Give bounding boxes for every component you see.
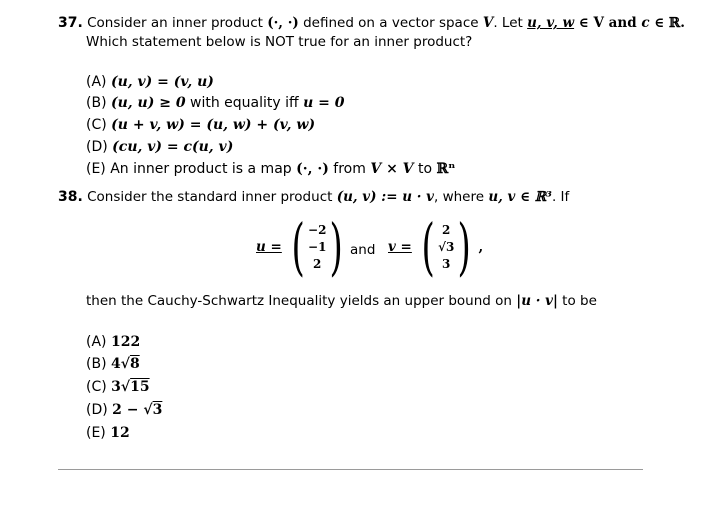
v-vector <box>438 222 454 273</box>
q37-math-inR: ∈ ℝ. <box>649 15 685 31</box>
q37-option-b-text: with equality iff <box>185 95 304 111</box>
q38-text-5: to be <box>557 293 597 309</box>
v-vector-display <box>388 210 484 283</box>
v-entry-1: 2 <box>442 222 451 237</box>
q37-option-e-math-2: V × V <box>370 161 414 177</box>
q37-option-e-text-3: to <box>413 161 437 177</box>
and-text: and <box>350 242 376 258</box>
q37-math-V: V <box>482 15 494 31</box>
q38-option-d-radicand: 3 <box>152 402 163 418</box>
q38-option-a-text: 122 <box>110 334 141 350</box>
q38-option-e-text: 12 <box>110 425 130 441</box>
q37-line1 <box>58 14 685 32</box>
q37-option-d <box>86 138 233 156</box>
q38-text: Consider the standard inner product <box>87 189 337 205</box>
q37-math-inV: ∈ V and <box>574 15 642 31</box>
u-entry-3: 2 <box>313 256 322 271</box>
q38-line1 <box>58 188 569 206</box>
q37-math-c: c <box>641 15 650 31</box>
q37-option-e-math-3: ℝⁿ <box>436 161 456 177</box>
q37-option-c <box>86 116 315 134</box>
q37-text-3: . Let <box>493 15 528 31</box>
q38-option-e <box>86 424 130 442</box>
left-paren: ( <box>421 210 435 283</box>
v-entry-3: 3 <box>442 256 451 271</box>
left-paren: ( <box>291 210 305 283</box>
q38-option-a <box>86 333 140 351</box>
q38-option-b-radicand: 8 <box>129 356 140 372</box>
q38-number: 38. <box>58 189 83 205</box>
u-entry-1: −2 <box>308 222 327 237</box>
comma: , <box>478 239 484 255</box>
q37-option-b-label: (B) <box>86 95 107 111</box>
v-label: v = <box>388 239 412 255</box>
q37-option-c-text: (u + v, w) = (u, w) + (v, w) <box>111 117 316 133</box>
q38-option-b <box>86 355 140 373</box>
q38-text-4: then the Cauchy-Schwartz Inequality yields an upper bound on <box>86 293 517 309</box>
q37-number: 37. <box>58 15 83 31</box>
q37-text: Consider an inner product <box>87 15 268 31</box>
q38-text-3: . If <box>551 189 570 205</box>
q37-option-e <box>86 160 455 178</box>
q38-option-d-label: (D) <box>86 402 108 418</box>
u-label: u = <box>256 239 282 255</box>
q37-option-e-text-2: from <box>328 161 371 177</box>
q38-option-c-label: (C) <box>86 379 107 395</box>
horizontal-divider <box>58 469 643 470</box>
q37-option-a <box>86 73 214 91</box>
q38-option-a-label: (A) <box>86 334 107 350</box>
q38-option-c-radicand: 15 <box>130 379 150 395</box>
q38-math-def: (u, v) := u · v <box>336 189 434 205</box>
q38-math-inR3: u, v ∈ ℝ³ <box>488 189 552 205</box>
q38-line2 <box>86 292 597 310</box>
q38-option-d-text: 2 − √ <box>112 402 153 418</box>
q38-text-2: , where <box>434 189 489 205</box>
q37-option-b-math: (u, u) ≥ 0 <box>110 95 186 111</box>
u-entry-2: −1 <box>308 239 327 254</box>
q37-text-2: defined on a vector space <box>298 15 483 31</box>
v-entry-2: √3 <box>438 239 455 254</box>
q37-option-a-label: (A) <box>86 74 107 90</box>
q37-option-e-math: (·, ·) <box>296 161 329 177</box>
q37-option-a-text: (u, v) = (v, u) <box>110 74 214 90</box>
q37-option-d-label: (D) <box>86 139 108 155</box>
right-paren: ) <box>457 210 472 283</box>
q37-option-b <box>86 94 345 112</box>
right-paren: ) <box>329 210 344 283</box>
u-vector <box>308 222 326 273</box>
q38-option-b-text: 4√ <box>110 356 130 372</box>
q37-math-vectors: u, v, w <box>527 15 575 31</box>
q37-math-pair: (·, ·) <box>267 15 299 31</box>
q38-option-c-text: 3√ <box>111 379 131 395</box>
q37-option-d-text: (cu, v) = c(u, v) <box>112 139 234 155</box>
q38-option-c <box>86 378 150 396</box>
q38-option-d <box>86 401 162 419</box>
q38-math-abs: |u · v| <box>516 293 558 309</box>
q37-option-c-label: (C) <box>86 117 107 133</box>
q37-option-e-label: (E) <box>86 161 106 177</box>
u-vector-display <box>256 210 349 283</box>
q37-line2: Which statement below is NOT true for an inner product? <box>86 34 473 50</box>
q37-option-e-text: An inner product is a map <box>110 161 297 177</box>
q38-option-b-label: (B) <box>86 356 107 372</box>
q38-option-e-label: (E) <box>86 425 106 441</box>
q37-option-b-math-2: u = 0 <box>303 95 345 111</box>
